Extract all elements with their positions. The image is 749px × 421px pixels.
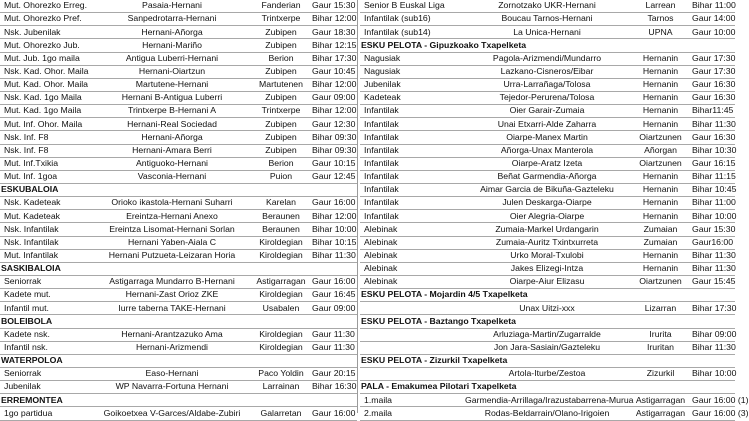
- section-header-row: [360, 381, 735, 394]
- fixture-row: [360, 13, 735, 26]
- fixture-row: [0, 210, 357, 223]
- category-cell: Mut. Infantilak: [0, 249, 92, 262]
- match-cell: Añorga-Unax Manterola: [463, 144, 631, 157]
- time-cell: Gaur 16:00 (3): [690, 407, 735, 420]
- fixture-row: [360, 0, 735, 13]
- fixture-row: [0, 0, 357, 13]
- fixture-row: [0, 131, 357, 144]
- category-cell: Nsk. Kad. 1go Maila: [0, 91, 92, 104]
- category-cell: Alebinak: [360, 275, 463, 288]
- time-cell: Gaur 20:15: [310, 367, 357, 380]
- fixture-row: [0, 91, 357, 104]
- fixture-row: [0, 275, 357, 288]
- category-cell: Infantilak: [360, 144, 463, 157]
- time-cell: Bihar 11:00: [690, 197, 735, 210]
- fixture-row: [360, 197, 735, 210]
- time-cell: Gaur 18:30: [310, 26, 357, 39]
- match-cell: Orioko ikastola-Hernani Suharri: [92, 197, 252, 210]
- venue-cell: Hernanin: [631, 105, 690, 118]
- column-divider: [357, 0, 358, 413]
- match-cell: Hernani-Arizmendi: [92, 341, 252, 354]
- venue-cell: Iruritan: [631, 341, 690, 354]
- time-cell: Gaur 16:00: [310, 197, 357, 210]
- category-cell: Infantil mut.: [0, 302, 92, 315]
- time-cell: Gaur 11:30: [310, 341, 357, 354]
- section-header-row: [360, 315, 735, 328]
- category-cell: Nsk. Inf. F8: [0, 144, 92, 157]
- match-cell: Hernani-Añorga: [92, 26, 252, 39]
- fixture-row: [360, 262, 735, 275]
- match-cell: Tejedor-Perurena/Tolosa: [463, 91, 631, 104]
- match-cell: Hernani-Mariño: [92, 39, 252, 52]
- match-cell: Unax Uitzi-xxx: [463, 302, 631, 315]
- fixture-row: [0, 105, 357, 118]
- match-cell: Oiarpe-Aratz Izeta: [463, 157, 631, 170]
- venue-cell: Oiartzunen: [631, 157, 690, 170]
- venue-cell: Kiroldegian: [252, 341, 310, 354]
- time-cell: Gaur 11:30: [310, 328, 357, 341]
- venue-cell: Berion: [252, 52, 310, 65]
- match-cell: Goikoetxea V-Garces/Aldabe-Zubiri: [92, 407, 252, 420]
- venue-cell: UPNA: [631, 26, 690, 39]
- time-cell: Bihar 11:30: [690, 341, 735, 354]
- time-cell: Bihar 09:00: [690, 328, 735, 341]
- time-cell: Gaur 10:00: [690, 26, 735, 39]
- fixture-row: [0, 157, 357, 170]
- fixture-row: [0, 236, 357, 249]
- left-schedule-table: [0, 0, 357, 421]
- venue-cell: Lizarran: [631, 302, 690, 315]
- venue-cell: Hernanin: [631, 183, 690, 196]
- time-cell: Gaur 15:30: [690, 223, 735, 236]
- venue-cell: Galarretan: [252, 407, 310, 420]
- match-cell: Easo-Hernani: [92, 367, 252, 380]
- fixture-row: [360, 249, 735, 262]
- section-header-row: [0, 262, 357, 275]
- category-cell: Kadete nsk.: [0, 328, 92, 341]
- section-title: PALA - Emakumea Pilotari Txapelketa: [360, 381, 735, 394]
- time-cell: Gaur 16:30: [690, 78, 735, 91]
- time-cell: Bihar 17:30: [310, 52, 357, 65]
- venue-cell: Trintxerpe: [252, 105, 310, 118]
- venue-cell: Hernanin: [631, 118, 690, 131]
- time-cell: Gaur 16:30: [690, 131, 735, 144]
- venue-cell: Beraunen: [252, 223, 310, 236]
- venue-cell: Zumaian: [631, 223, 690, 236]
- match-cell: Hernani Yaben-Aiala C: [92, 236, 252, 249]
- time-cell: Bihar 09:30: [310, 144, 357, 157]
- category-cell: Nsk. Infantilak: [0, 236, 92, 249]
- fixture-row: [360, 236, 735, 249]
- time-cell: Gaur 17:30: [690, 52, 735, 65]
- match-cell: Astigarraga Mundarro B-Hernani: [92, 275, 252, 288]
- category-cell: Senior B Euskal Liga: [360, 0, 463, 13]
- time-cell: Gaur16:00: [690, 236, 735, 249]
- section-title: ESKU PELOTA - Gipuzkoako Txapelketa: [360, 39, 735, 52]
- fixture-row: [360, 144, 735, 157]
- time-cell: Bihar 11:15: [690, 170, 735, 183]
- match-cell: Pagola-Arizmendi/Mundarro: [463, 52, 631, 65]
- category-cell: [360, 367, 463, 380]
- match-cell: Hernani-Zast Orioz ZKE: [92, 289, 252, 302]
- time-cell: Bihar 17:30: [690, 302, 735, 315]
- category-cell: Seniorrak: [0, 275, 92, 288]
- match-cell: Hernani-Oiartzun: [92, 65, 252, 78]
- match-cell: Zornotzako UKR-Hernani: [463, 0, 631, 13]
- fixture-row: [0, 118, 357, 131]
- fixture-row: [360, 341, 735, 354]
- match-cell: Garmendia-Arrillaga/Irazustabarrena-Murua: [463, 394, 631, 407]
- time-cell: Bihar 11:30: [690, 118, 735, 131]
- fixture-row: [0, 26, 357, 39]
- time-cell: Gaur 16:00: [310, 407, 357, 420]
- category-cell: Mut. Kadeteak: [0, 210, 92, 223]
- match-cell: Hernani-Arantzazuko Ama: [92, 328, 252, 341]
- match-cell: Lazkano-Cisneros/Eibar: [463, 65, 631, 78]
- section-header-row: [0, 315, 357, 328]
- fixture-row: [360, 302, 735, 315]
- time-cell: Gaur 10:45: [310, 65, 357, 78]
- venue-cell: Hernanin: [631, 78, 690, 91]
- match-cell: Julen Deskarga-Oiarpe: [463, 197, 631, 210]
- venue-cell: Beraunen: [252, 210, 310, 223]
- fixture-row: [0, 367, 357, 380]
- section-header-row: [360, 354, 735, 367]
- venue-cell: Kiroldegian: [252, 289, 310, 302]
- venue-cell: Oiartzunen: [631, 275, 690, 288]
- category-cell: Mut. Kad. Ohor. Maila: [0, 78, 92, 91]
- section-title: ESKU PELOTA - Mojardin 4/5 Txapelketa: [360, 289, 735, 302]
- section-title: ESKU PELOTA - Zizurkil Txapelketa: [360, 354, 735, 367]
- category-cell: Nsk. Kadeteak: [0, 197, 92, 210]
- venue-cell: Trintxerpe: [252, 13, 310, 26]
- category-cell: Nsk. Infantilak: [0, 223, 92, 236]
- category-cell: Nsk. Jubenilak: [0, 26, 92, 39]
- section-title: ERREMONTEA: [0, 394, 357, 407]
- category-cell: Jubenilak: [0, 381, 92, 394]
- category-cell: Infantilak: [360, 118, 463, 131]
- time-cell: Gaur 16:00 (1): [690, 394, 735, 407]
- category-cell: Infantilak: [360, 131, 463, 144]
- venue-cell: Larrainan: [252, 381, 310, 394]
- venue-cell: Añorgan: [631, 144, 690, 157]
- time-cell: Bihar 11:00: [690, 0, 735, 13]
- fixture-row: [0, 289, 357, 302]
- fixture-row: [0, 302, 357, 315]
- category-cell: Infantilak: [360, 183, 463, 196]
- match-cell: Hernani Putzueta-Leizaran Horia: [92, 249, 252, 262]
- category-cell: Nsk. Inf. F8: [0, 131, 92, 144]
- match-cell: WP Navarra-Fortuna Hernani: [92, 381, 252, 394]
- fixture-row: [0, 78, 357, 91]
- time-cell: Bihar 12:00: [310, 78, 357, 91]
- fixture-row: [360, 105, 735, 118]
- section-title: ESKU PELOTA - Baztango Txapelketa: [360, 315, 735, 328]
- category-cell: Infantilak: [360, 197, 463, 210]
- section-title: ESKUBALOIA: [0, 183, 357, 196]
- fixture-row: [360, 210, 735, 223]
- fixture-row: [360, 223, 735, 236]
- category-cell: Infantilak: [360, 170, 463, 183]
- venue-cell: Zizurkil: [631, 367, 690, 380]
- venue-cell: Puion: [252, 170, 310, 183]
- match-cell: La Unica-Hernani: [463, 26, 631, 39]
- category-cell: Infantilak: [360, 157, 463, 170]
- venue-cell: Astigarragan: [252, 275, 310, 288]
- fixture-row: [360, 52, 735, 65]
- venue-cell: Hernanin: [631, 262, 690, 275]
- category-cell: Mut. Inf.Txikia: [0, 157, 92, 170]
- category-cell: [360, 341, 463, 354]
- match-cell: Beñat Garmendia-Añorga: [463, 170, 631, 183]
- venue-cell: Hernanin: [631, 249, 690, 262]
- time-cell: Gaur 16:45: [310, 289, 357, 302]
- match-cell: Hernani-Real Sociedad: [92, 118, 252, 131]
- category-cell: Alebinak: [360, 236, 463, 249]
- venue-cell: Irurita: [631, 328, 690, 341]
- venue-cell: Zubipen: [252, 118, 310, 131]
- fixture-row: [360, 118, 735, 131]
- match-cell: Ereintza-Hernani Anexo: [92, 210, 252, 223]
- time-cell: Bihar 11:30: [690, 262, 735, 275]
- time-cell: Bihar 10:30: [690, 144, 735, 157]
- match-cell: Antiguoko-Hernani: [92, 157, 252, 170]
- time-cell: Bihar11:45: [690, 105, 735, 118]
- match-cell: Rodas-Beldarrain/Olano-Irigoien: [463, 407, 631, 420]
- match-cell: Martutene-Hernani: [92, 78, 252, 91]
- fixture-row: [360, 275, 735, 288]
- fixture-row: [360, 78, 735, 91]
- venue-cell: Zubipen: [252, 65, 310, 78]
- time-cell: Bihar 10:00: [690, 210, 735, 223]
- fixture-row: [360, 328, 735, 341]
- category-cell: 1.maila: [360, 394, 463, 407]
- right-schedule-table: [360, 0, 749, 421]
- match-cell: Jon Jara-Sasiain/Gazteleku: [463, 341, 631, 354]
- match-cell: Hernani-Añorga: [92, 131, 252, 144]
- time-cell: Gaur 16:00: [310, 275, 357, 288]
- fixture-row: [360, 157, 735, 170]
- section-header-row: [360, 289, 735, 302]
- match-cell: Hernani B-Antigua Luberri: [92, 91, 252, 104]
- fixture-row: [0, 170, 357, 183]
- time-cell: Bihar 11:30: [310, 249, 357, 262]
- venue-cell: Kiroldegian: [252, 328, 310, 341]
- match-cell: Oier Alegria-Oiarpe: [463, 210, 631, 223]
- fixture-row: [360, 65, 735, 78]
- fixture-row: [0, 13, 357, 26]
- section-header-row: [0, 394, 357, 407]
- fixture-row: [0, 381, 357, 394]
- time-cell: Gaur 09:00: [310, 302, 357, 315]
- time-cell: Bihar 16:30: [310, 381, 357, 394]
- section-title: WATERPOLOA: [0, 354, 357, 367]
- match-cell: Oiarpe-Aiur Elizasu: [463, 275, 631, 288]
- category-cell: 2.maila: [360, 407, 463, 420]
- fixture-row: [360, 170, 735, 183]
- venue-cell: Berion: [252, 157, 310, 170]
- fixture-row: [360, 91, 735, 104]
- category-cell: Mut. Jub. 1go maila: [0, 52, 92, 65]
- time-cell: Gaur 14:00: [690, 13, 735, 26]
- match-cell: Urra-Larrañaga/Tolosa: [463, 78, 631, 91]
- time-cell: Gaur 12:30: [310, 118, 357, 131]
- time-cell: Gaur 09:00: [310, 91, 357, 104]
- time-cell: Gaur 16:15: [690, 157, 735, 170]
- match-cell: Urko Moral-Txulobi: [463, 249, 631, 262]
- category-cell: Nsk. Kad. Ohor. Maila: [0, 65, 92, 78]
- venue-cell: Zubipen: [252, 39, 310, 52]
- category-cell: Nagusiak: [360, 52, 463, 65]
- time-cell: Gaur 12:45: [310, 170, 357, 183]
- venue-cell: Paco Yoldin: [252, 367, 310, 380]
- category-cell: Mut. Ohorezko Erreg.: [0, 0, 92, 13]
- fixture-row: [360, 26, 735, 39]
- time-cell: Bihar 12:15: [310, 39, 357, 52]
- category-cell: [360, 328, 463, 341]
- time-cell: Gaur 16:30: [690, 91, 735, 104]
- section-title: BOLEIBOLA: [0, 315, 357, 328]
- time-cell: Bihar 09:30: [310, 131, 357, 144]
- category-cell: Kadeteak: [360, 91, 463, 104]
- venue-cell: Hernanin: [631, 197, 690, 210]
- match-cell: Sanpedrotarra-Hernani: [92, 13, 252, 26]
- category-cell: Infantil nsk.: [0, 341, 92, 354]
- category-cell: Seniorrak: [0, 367, 92, 380]
- category-cell: Alebinak: [360, 223, 463, 236]
- match-cell: Oier Garair-Zumaia: [463, 105, 631, 118]
- match-cell: Zumaia-Markel Urdangarin: [463, 223, 631, 236]
- venue-cell: Zubipen: [252, 144, 310, 157]
- time-cell: Bihar 12:00: [310, 105, 357, 118]
- fixture-row: [0, 52, 357, 65]
- fixture-row: [360, 183, 735, 196]
- category-cell: Infantilak (sub16): [360, 13, 463, 26]
- category-cell: Kadete mut.: [0, 289, 92, 302]
- venue-cell: Larrean: [631, 0, 690, 13]
- time-cell: Bihar 12:00: [310, 13, 357, 26]
- venue-cell: Astigarragan: [631, 407, 690, 420]
- match-cell: Vasconia-Hernani: [92, 170, 252, 183]
- time-cell: Bihar 10:15: [310, 236, 357, 249]
- match-cell: Artola-Iturbe/Zestoa: [463, 367, 631, 380]
- fixture-row: [0, 197, 357, 210]
- fixture-row: [0, 65, 357, 78]
- match-cell: Jakes Elizegi-Intza: [463, 262, 631, 275]
- time-cell: Bihar 10:00: [310, 223, 357, 236]
- match-cell: Ereintza Lisomat-Hernani Sorlan: [92, 223, 252, 236]
- category-cell: Mut. Ohorezko Jub.: [0, 39, 92, 52]
- venue-cell: Oiartzunen: [631, 131, 690, 144]
- fixture-row: [0, 341, 357, 354]
- venue-cell: Usabalen: [252, 302, 310, 315]
- match-cell: Aimar Garcia de Bikuña-Gazteleku: [463, 183, 631, 196]
- fixture-row: [0, 249, 357, 262]
- match-cell: Trintxerpe B-Hernani A: [92, 105, 252, 118]
- time-cell: Bihar 12:00: [310, 210, 357, 223]
- venue-cell: Martutenen: [252, 78, 310, 91]
- venue-cell: Zumaian: [631, 236, 690, 249]
- fixture-row: [0, 407, 357, 420]
- fixture-row: [0, 223, 357, 236]
- match-cell: Oiarpe-Manex Martin: [463, 131, 631, 144]
- section-header-row: [360, 39, 735, 52]
- category-cell: Mut. Ohorezko Pref.: [0, 13, 92, 26]
- match-cell: Pasaia-Hernani: [92, 0, 252, 13]
- category-cell: Nagusiak: [360, 65, 463, 78]
- fixture-row: [0, 144, 357, 157]
- category-cell: Alebinak: [360, 262, 463, 275]
- category-cell: Mut. Kad. 1go Maila: [0, 105, 92, 118]
- category-cell: Infantilak: [360, 105, 463, 118]
- venue-cell: Fanderian: [252, 0, 310, 13]
- time-cell: Gaur 15:45: [690, 275, 735, 288]
- section-header-row: [0, 183, 357, 196]
- match-cell: Iurre taberna TAKE-Hernani: [92, 302, 252, 315]
- right-schedule-column: [360, 0, 749, 421]
- venue-cell: Hernanin: [631, 210, 690, 223]
- venue-cell: Kiroldegian: [252, 236, 310, 249]
- fixture-row: [0, 328, 357, 341]
- time-cell: Gaur 17:30: [690, 65, 735, 78]
- match-cell: Hernani-Amara Berri: [92, 144, 252, 157]
- category-cell: Infantilak (sub14): [360, 26, 463, 39]
- venue-cell: Kiroldegian: [252, 249, 310, 262]
- section-title: SASKIBALOIA: [0, 262, 357, 275]
- category-cell: Mut. Inf. Ohor. Maila: [0, 118, 92, 131]
- match-cell: Boucau Tarnos-Hernani: [463, 13, 631, 26]
- category-cell: Infantilak: [360, 210, 463, 223]
- time-cell: Gaur 15:30: [310, 0, 357, 13]
- left-schedule-column: [0, 0, 357, 421]
- fixture-row: [360, 394, 735, 407]
- fixture-row: [360, 131, 735, 144]
- match-cell: Unai Etxarri-Alde Zaharra: [463, 118, 631, 131]
- section-header-row: [0, 354, 357, 367]
- category-cell: Alebinak: [360, 249, 463, 262]
- venue-cell: Hernanin: [631, 52, 690, 65]
- venue-cell: Zubipen: [252, 131, 310, 144]
- venue-cell: Zubipen: [252, 91, 310, 104]
- fixture-row: [360, 367, 735, 380]
- venue-cell: Hernanin: [631, 91, 690, 104]
- time-cell: Bihar 10:00: [690, 367, 735, 380]
- time-cell: Bihar 11:30: [690, 249, 735, 262]
- venue-cell: Hernanin: [631, 65, 690, 78]
- category-cell: Jubenilak: [360, 78, 463, 91]
- time-cell: Gaur 10:15: [310, 157, 357, 170]
- category-cell: Mut. Inf. 1goa: [0, 170, 92, 183]
- fixture-row: [0, 39, 357, 52]
- match-cell: Arluziaga-Martin/Zugarralde: [463, 328, 631, 341]
- venue-cell: Zubipen: [252, 26, 310, 39]
- category-cell: 1go partidua: [0, 407, 92, 420]
- venue-cell: Tarnos: [631, 13, 690, 26]
- venue-cell: Astigarragan: [631, 394, 690, 407]
- fixture-row: [360, 407, 735, 420]
- match-cell: Antigua Luberri-Hernani: [92, 52, 252, 65]
- venue-cell: Hernanin: [631, 170, 690, 183]
- venue-cell: Karelan: [252, 197, 310, 210]
- match-cell: Zumaia-Auritz Txintxurreta: [463, 236, 631, 249]
- category-cell: [360, 302, 463, 315]
- time-cell: Bihar 10:45: [690, 183, 735, 196]
